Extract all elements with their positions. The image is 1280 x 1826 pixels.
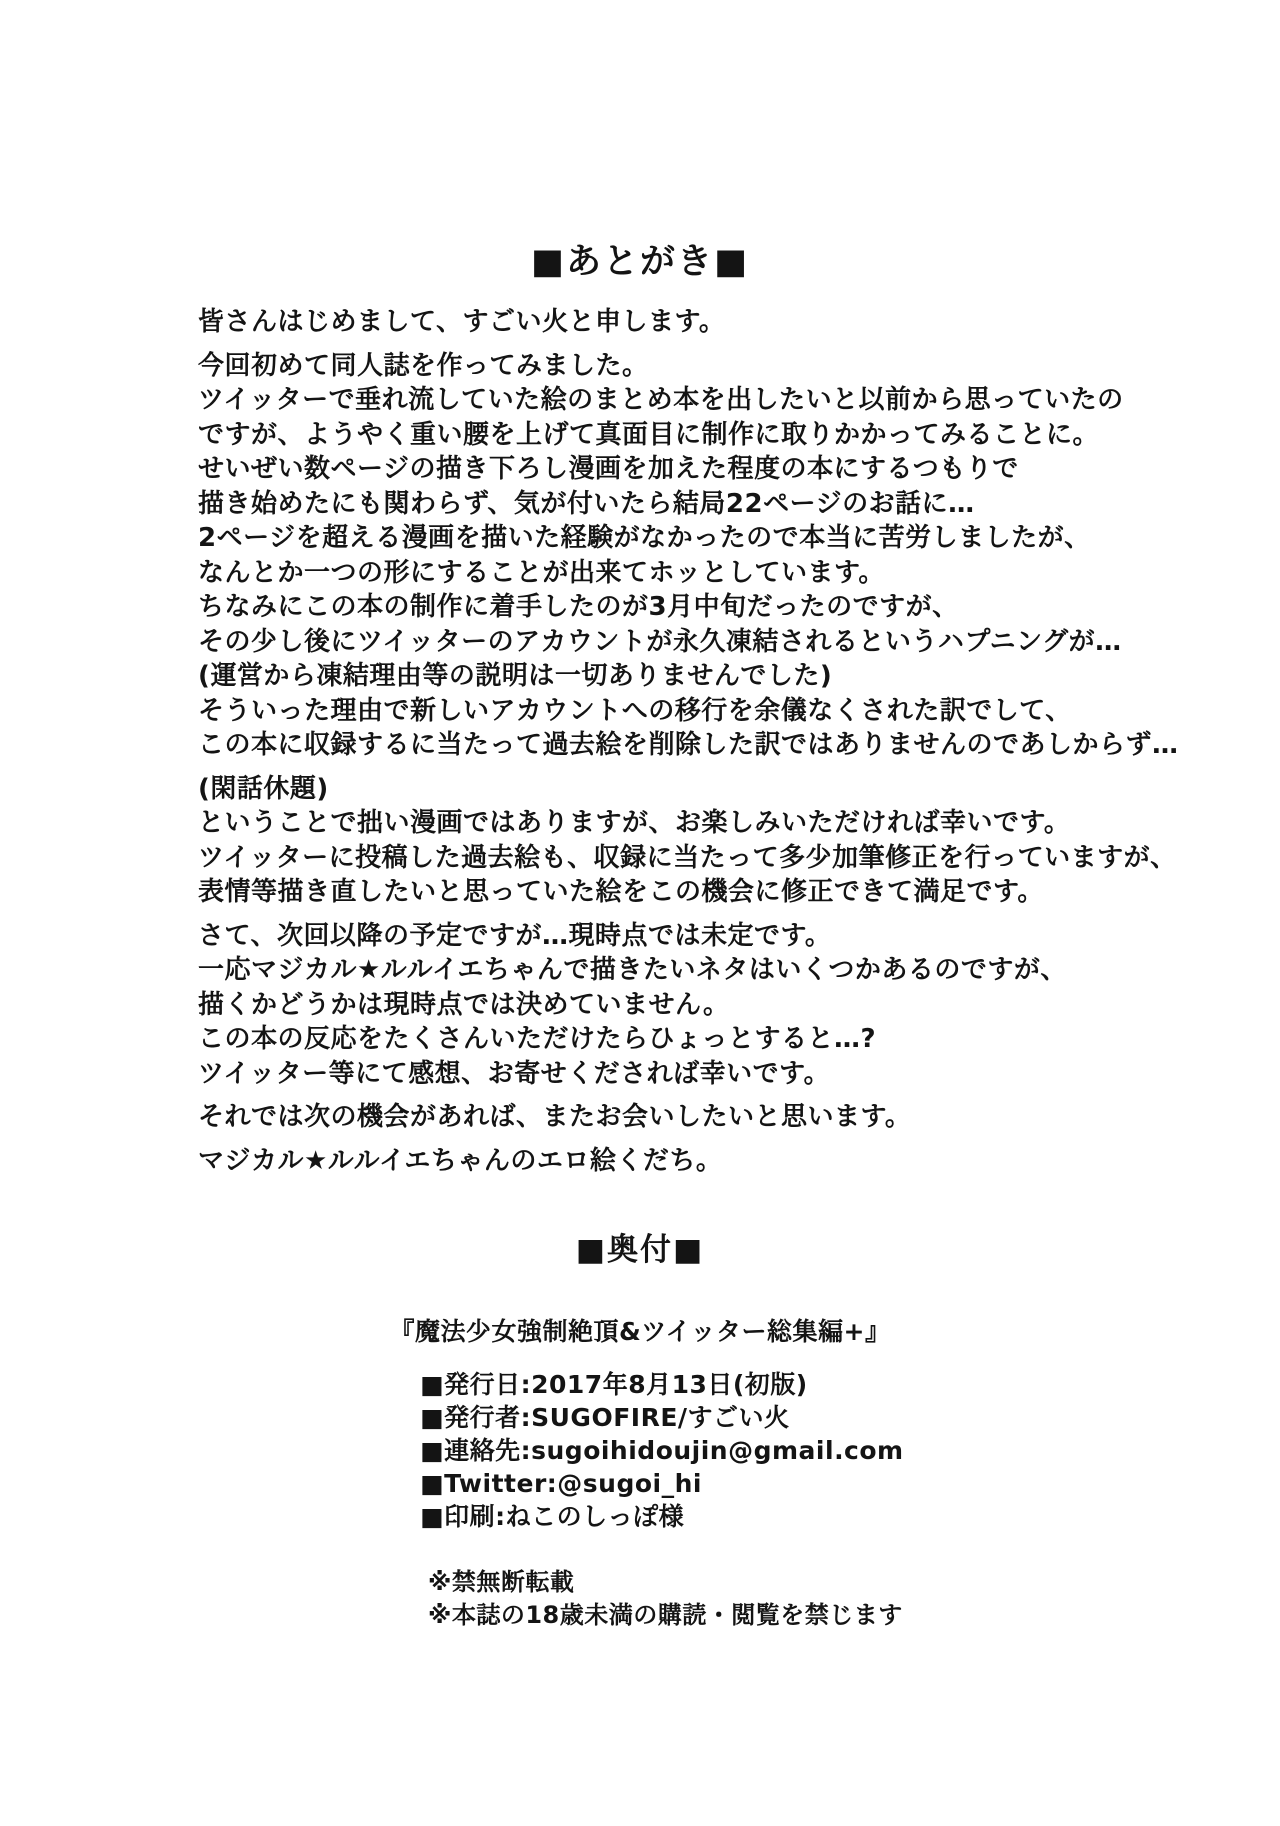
colophon-publish-date: ■発行日:2017年8月13日(初版) [420, 1370, 808, 1399]
afterword-paragraph [198, 305, 1188, 340]
afterword-line: その少し後にツイッターのアカウントが永久凍結されるというハプニングが… [198, 626, 1122, 657]
afterword-line: 描き始めたにも関わらず、気が付いたら結局22ページのお話に… [198, 488, 975, 519]
afterword-paragraph [198, 1100, 1188, 1135]
afterword-paragraph [198, 919, 1188, 1092]
afterword-line: 表情等描き直したいと思っていた絵をこの機会に修正できて満足です。 [198, 877, 1044, 907]
afterword-line: ツイッターで垂れ流していた絵のまとめ本を出したいと以前から思っていたの [198, 385, 1124, 415]
afterword-line: ということで拙い漫画ではありますが、お楽しみいただければ幸いです。 [198, 808, 1071, 838]
afterword-line: ですが、ようやく重い腰を上げて真面目に制作に取りかかってみることに。 [198, 419, 1100, 450]
afterword-line: マジカル★ルルイエちゃんのエロ絵くだち。 [198, 1145, 723, 1176]
notice-age-restriction: ※本誌の18歳未満の購読・閲覧を禁じます [428, 1601, 903, 1629]
colophon-book-title: 『魔法少女強制絶頂&ツイッター総集編+』 [389, 1317, 891, 1346]
afterword-line: そういった理由で新しいアカウントへの移行を余儀なくされた訳でして、 [198, 695, 1072, 726]
afterword-line: (運営から凍結理由等の説明は一切ありませんでした) [198, 661, 833, 691]
colophon-contact-email: ■連絡先:sugoihidoujin@gmail.com [420, 1436, 904, 1465]
afterword-paragraph [198, 1144, 1188, 1179]
colophon-notices [428, 1566, 903, 1632]
colophon-heading: ■奥付■ [575, 1232, 705, 1268]
colophon-items [420, 1368, 904, 1533]
afterword-line: さて、次回以降の予定ですが…現時点では未定です。 [198, 920, 832, 951]
afterword-heading: ■あとがき■ [530, 242, 750, 282]
afterword-line: なんとか一つの形にすることが出来てホッとしています。 [198, 557, 885, 588]
afterword-line: ちなみにこの本の制作に着手したのが3月中旬だったのですが、 [198, 592, 959, 622]
afterword-line: ツイッター等にて感想、お寄せくだされば幸いです。 [198, 1058, 831, 1089]
afterword-line: ツイッターに投稿した過去絵も、収録に当たって多少加筆修正を行っていますが、 [198, 842, 1177, 873]
notice-no-reprint: ※禁無断転載 [428, 1568, 575, 1596]
afterword-line: 2ページを超える漫画を描いた経験がなかったので本当に苦労しましたが、 [198, 523, 1091, 553]
afterword-paragraph [198, 772, 1188, 910]
colophon-twitter-handle: ■Twitter:@sugoi_hi [420, 1469, 702, 1498]
afterword-line: 今回初めて同人誌を作ってみました。 [198, 350, 649, 381]
afterword-line: この本の反応をたくさんいただけたらひょっとすると…? [198, 1024, 877, 1054]
afterword-line: この本に収録するに当たって過去絵を削除した訳ではありませんのであしからず… [198, 730, 1179, 760]
afterword-line: 描くかどうかは現時点では決めていません。 [198, 989, 730, 1020]
afterword-line: 皆さんはじめまして、すごい火と申します。 [198, 307, 726, 337]
afterword-line: (閑話休題) [198, 773, 329, 804]
afterword-paragraph [198, 349, 1188, 763]
afterword-body [198, 305, 1188, 1187]
colophon-publisher: ■発行者:SUGOFIRE/すごい火 [420, 1403, 790, 1432]
afterword-line: それでは次の機会があれば、またお会いしたいと思います。 [198, 1102, 912, 1132]
colophon-printer: ■印刷:ねこのしっぽ様 [420, 1502, 685, 1531]
afterword-line: せいぜい数ページの描き下ろし漫画を加えた程度の本にするつもりで [198, 454, 1019, 484]
afterword-line: 一応マジカル★ルルイエちゃんで描きたいネタはいくつかあるのですが、 [198, 955, 1067, 985]
